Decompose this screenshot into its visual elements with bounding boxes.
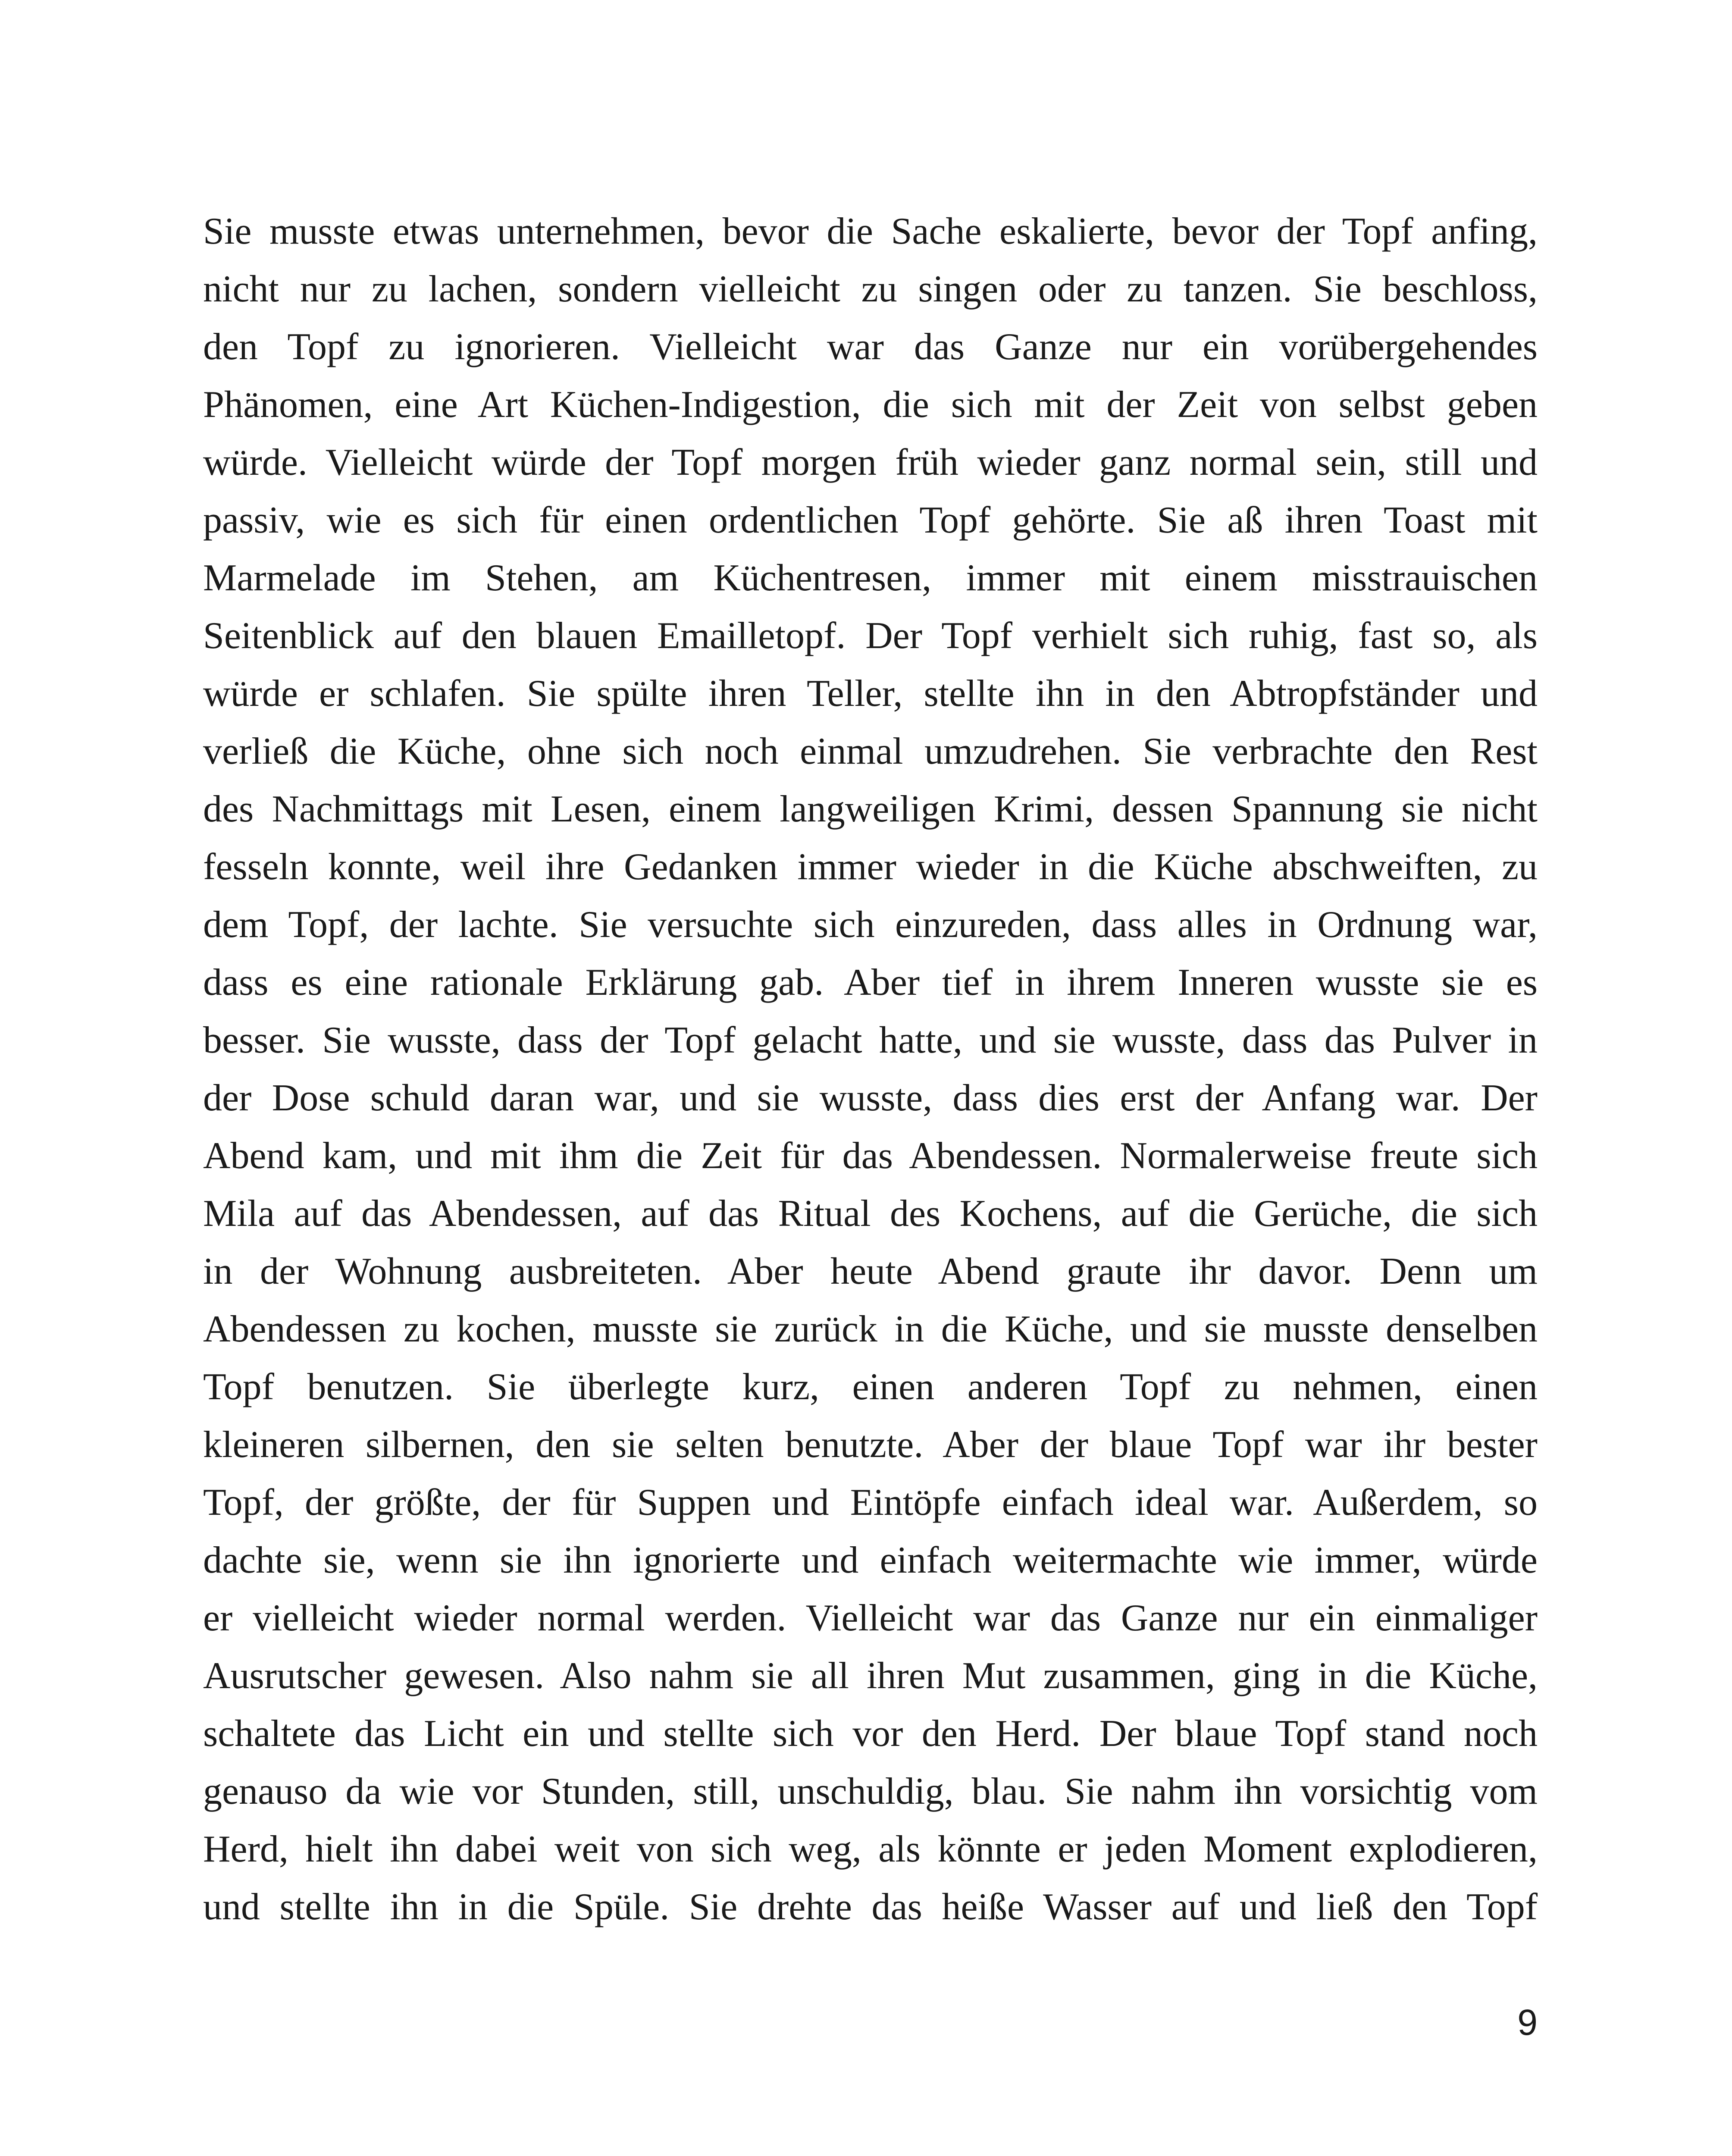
text-line: Abendessen zu kochen, musste sie zurück in die Küche, und sie musste denselben xyxy=(203,1308,1538,1350)
text-line: genauso da wie vor Stunden, still, unschuldig, blau. Sie nahm ihn vorsichtig vom xyxy=(203,1771,1538,1812)
text-line: Herd, hielt ihn dabei weit von sich weg, als könnte er jeden Moment explodieren, xyxy=(203,1828,1538,1870)
text-line: schaltete das Licht ein und stellte sich vor den Herd. Der blaue Topf stand noch xyxy=(203,1713,1538,1755)
text-line: nicht nur zu lachen, sondern vielleicht zu singen oder zu tanzen. Sie beschloss, xyxy=(203,268,1538,310)
text-line: und stellte ihn in die Spüle. Sie drehte das heiße Wasser auf und ließ den Topf xyxy=(203,1886,1538,1928)
text-line: Topf, der größte, der für Suppen und Eintöpfe einfach ideal war. Außerdem, so xyxy=(203,1482,1538,1523)
text-line: Ausrutscher gewesen. Also nahm sie all ihren Mut zusammen, ging in die Küche, xyxy=(203,1655,1538,1697)
page-number: 9 xyxy=(1517,2002,1538,2043)
text-line: dass es eine rationale Erklärung gab. Aber tief in ihrem Inneren wusste sie es xyxy=(203,962,1538,1003)
text-line: besser. Sie wusste, dass der Topf gelacht hatte, und sie wusste, dass das Pulver in xyxy=(203,1019,1538,1061)
body-paragraph xyxy=(203,203,1538,1936)
text-line: fesseln konnte, weil ihre Gedanken immer wieder in die Küche abschweiften, zu xyxy=(203,846,1538,888)
text-line: Seitenblick auf den blauen Emailletopf. Der Topf verhielt sich ruhig, fast so, als xyxy=(203,615,1538,657)
text-line: verließ die Küche, ohne sich noch einmal umzudrehen. Sie verbrachte den Rest xyxy=(203,730,1538,772)
text-line: dachte sie, wenn sie ihn ignorierte und einfach weitermachte wie immer, würde xyxy=(203,1539,1538,1581)
text-line: würde er schlafen. Sie spülte ihren Teller, stellte ihn in den Abtropfständer und xyxy=(203,673,1538,714)
text-line: passiv, wie es sich für einen ordentlichen Topf gehörte. Sie aß ihren Toast mit xyxy=(203,499,1538,541)
text-line: dem Topf, der lachte. Sie versuchte sich einzureden, dass alles in Ordnung war, xyxy=(203,904,1538,946)
text-line: Marmelade im Stehen, am Küchentresen, immer mit einem misstrauischen xyxy=(203,557,1538,599)
text-line: kleineren silbernen, den sie selten benutzte. Aber der blaue Topf war ihr bester xyxy=(203,1424,1538,1466)
text-line: Sie musste etwas unternehmen, bevor die Sache eskalierte, bevor der Topf anfing, xyxy=(203,210,1538,252)
text-line: in der Wohnung ausbreiteten. Aber heute Abend graute ihr davor. Denn um xyxy=(203,1250,1538,1292)
text-line: Mila auf das Abendessen, auf das Ritual des Kochens, auf die Gerüche, die sich xyxy=(203,1193,1538,1235)
text-line: der Dose schuld daran war, und sie wusste, dass dies erst der Anfang war. Der xyxy=(203,1077,1538,1119)
text-line: Abend kam, und mit ihm die Zeit für das Abendessen. Normalerweise freute sich xyxy=(203,1135,1538,1177)
text-line: würde. Vielleicht würde der Topf morgen früh wieder ganz normal sein, still und xyxy=(203,442,1538,483)
text-line: des Nachmittags mit Lesen, einem langweiligen Krimi, dessen Spannung sie nicht xyxy=(203,788,1538,830)
text-line: Topf benutzen. Sie überlegte kurz, einen anderen Topf zu nehmen, einen xyxy=(203,1366,1538,1408)
text-line: den Topf zu ignorieren. Vielleicht war das Ganze nur ein vorübergehendes xyxy=(203,326,1538,368)
text-line: er vielleicht wieder normal werden. Vielleicht war das Ganze nur ein einmaliger xyxy=(203,1597,1538,1639)
text-line: Phänomen, eine Art Küchen-Indigestion, die sich mit der Zeit von selbst geben xyxy=(203,384,1538,426)
